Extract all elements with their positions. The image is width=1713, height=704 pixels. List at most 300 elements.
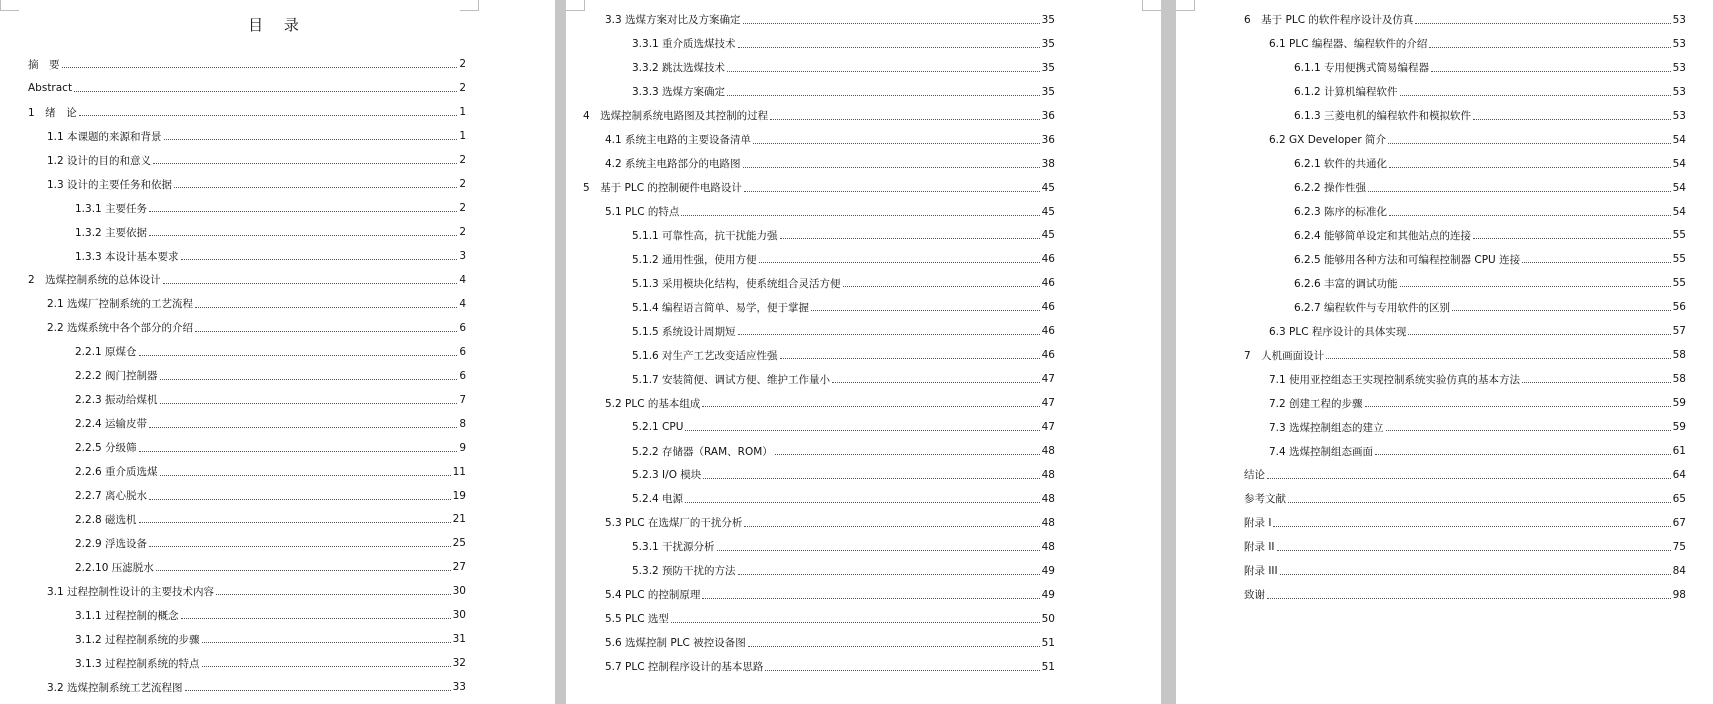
toc-entry[interactable] [28, 268, 466, 292]
toc-entry-page-number: 54 [1672, 181, 1686, 194]
toc-entry[interactable] [1294, 80, 1686, 104]
toc-leader-dots [202, 641, 451, 643]
toc-leader-dots [765, 669, 1039, 671]
toc-entry-label: 1.3.3 本设计基本要求 [75, 250, 179, 263]
toc-entry-label: 5.4 PLC 的控制原理 [605, 589, 701, 602]
toc-entry-page-number: 48 [1041, 516, 1055, 529]
toc-entry[interactable] [75, 508, 466, 532]
toc-entry-page-number: 32 [452, 657, 466, 670]
toc-entry-label: 5.3 PLC 在选煤厂的干扰分析 [605, 517, 743, 530]
toc-entry-page-number: 2 [459, 178, 466, 191]
toc-entry[interactable] [47, 675, 466, 699]
toc-entry[interactable] [632, 56, 1055, 80]
toc-entry[interactable] [632, 248, 1055, 272]
toc-entry[interactable] [1244, 463, 1686, 487]
toc-entry-label: 6.2.7 编程软件与专用软件的区别 [1294, 301, 1451, 314]
toc-leader-dots [811, 309, 1040, 311]
toc-leader-dots [149, 498, 451, 500]
toc-entry-label: 1 绪 论 [28, 106, 77, 119]
toc-entry-page-number: 47 [1041, 421, 1055, 434]
toc-entry-page-number: 53 [1672, 13, 1686, 26]
toc-entry[interactable] [605, 128, 1055, 152]
toc-leader-dots [1400, 285, 1671, 287]
toc-entry[interactable] [47, 316, 466, 340]
page-corner-mark [460, 0, 479, 11]
toc-entry-page-number: 55 [1672, 229, 1686, 242]
toc-entry-label: 6 基于 PLC 的软件程序设计及仿真 [1244, 14, 1414, 27]
toc-leader-dots [702, 405, 1039, 407]
toc-leader-dots [1365, 405, 1671, 407]
toc-entry[interactable] [75, 532, 466, 556]
toc-leader-dots [1522, 381, 1671, 383]
toc-entry-page-number: 2 [459, 226, 466, 239]
toc-entry-label: 6.2.1 软件的共通化 [1294, 158, 1388, 171]
toc-entry-page-number: 59 [1672, 421, 1686, 434]
toc-entry-page-number: 47 [1041, 373, 1055, 386]
toc-entry-page-number: 54 [1672, 157, 1686, 170]
toc-leader-dots [748, 645, 1040, 647]
toc-entry-page-number: 46 [1041, 277, 1055, 290]
toc-entry[interactable] [75, 364, 466, 388]
toc-entry-label: 7.4 选煤控制组态画面 [1269, 445, 1374, 458]
toc-entry-page-number: 48 [1041, 540, 1055, 553]
toc-leader-dots [139, 450, 458, 452]
toc-entry-label: 2.2.7 离心脱水 [75, 490, 148, 503]
toc-leader-dots [770, 118, 1039, 120]
toc-entry-label: 2.2.8 磁选机 [75, 513, 137, 526]
toc-entry-label: 6.2.3 陈序的标准化 [1294, 206, 1388, 219]
toc-entry[interactable] [605, 631, 1055, 655]
toc-entry[interactable] [1269, 128, 1686, 152]
toc-entry-page-number: 57 [1672, 325, 1686, 338]
toc-entry-label: 4.2 系统主电路部分的电路图 [605, 158, 741, 171]
toc-entry-label: 2 选煤控制系统的总体设计 [28, 274, 161, 287]
toc-entry-page-number: 51 [1041, 660, 1055, 673]
toc-entry-label: 3.1.1 过程控制的概念 [75, 609, 179, 622]
toc-entry[interactable] [1244, 511, 1686, 535]
toc-entry[interactable] [47, 124, 466, 148]
toc-entry[interactable] [605, 200, 1055, 224]
toc-leader-dots [753, 142, 1040, 144]
toc-entry[interactable] [632, 32, 1055, 56]
toc-entry-page-number: 46 [1041, 253, 1055, 266]
toc-entry[interactable] [28, 76, 466, 100]
toc-leader-dots [1389, 166, 1671, 168]
toc-entry-page-number: 50 [1041, 612, 1055, 625]
toc-entry[interactable] [1244, 487, 1686, 511]
toc-leader-dots [702, 597, 1039, 599]
toc-entry[interactable] [75, 555, 466, 579]
toc-entry-label: 7.3 选煤控制组态的建立 [1269, 421, 1384, 434]
toc-entry-label: 5.1.4 编程语言简单、易学，便于掌握 [632, 301, 810, 314]
toc-entry-page-number: 84 [1672, 564, 1686, 577]
toc-entry[interactable] [1294, 104, 1686, 128]
toc-entry-page-number: 49 [1041, 588, 1055, 601]
toc-leader-dots [1375, 453, 1671, 455]
toc-leader-dots [1267, 477, 1671, 479]
toc-entry-label: 6.1 PLC 编程器、编程软件的介绍 [1269, 38, 1428, 51]
toc-entry-label: 2.1 选煤厂控制系统的工艺流程 [47, 298, 194, 311]
toc-entry[interactable] [583, 104, 1055, 128]
toc-entry-page-number: 4 [459, 273, 466, 286]
toc-leader-dots [1415, 22, 1670, 24]
toc-entry-page-number: 35 [1041, 37, 1055, 50]
toc-entry-label: 3.1.2 过程控制系统的步骤 [75, 633, 200, 646]
toc-leader-dots [671, 621, 1040, 623]
toc-entry-page-number: 46 [1041, 301, 1055, 314]
toc-entry-page-number: 4 [459, 297, 466, 310]
toc-leader-dots [738, 46, 1040, 48]
toc-entry[interactable] [1269, 391, 1686, 415]
page-corner-mark [1176, 0, 1195, 11]
toc-entry[interactable] [75, 651, 466, 675]
toc-entry-label: 3.3.2 跳汰选煤技术 [632, 62, 726, 75]
toc-entry[interactable] [1269, 415, 1686, 439]
toc-entry-label: 7.1 使用亚控组态王实现控制系统实验仿真的基本方法 [1269, 373, 1521, 386]
toc-entry-label: 4.1 系统主电路的主要设备清单 [605, 134, 752, 147]
toc-entry-page-number: 53 [1672, 37, 1686, 50]
toc-entry-label: 5.7 PLC 控制程序设计的基本思路 [605, 661, 764, 674]
toc-leader-dots [195, 306, 457, 308]
toc-leader-dots [1522, 261, 1671, 263]
toc-entry-page-number: 8 [459, 417, 466, 430]
toc-entry-label: 摘 要 [28, 58, 60, 71]
toc-entry[interactable] [1244, 343, 1686, 367]
toc-leader-dots [185, 689, 451, 691]
toc-entry-label: 5.1 PLC 的特点 [605, 206, 680, 219]
toc-entry[interactable] [605, 152, 1055, 176]
toc-leader-dots [1267, 597, 1671, 599]
toc-entry-page-number: 6 [459, 321, 466, 334]
toc-entry-page-number: 27 [452, 561, 466, 574]
toc-entry[interactable] [47, 172, 466, 196]
toc-entry-label: 2.2.3 振动给煤机 [75, 394, 158, 407]
toc-entry[interactable] [632, 463, 1055, 487]
toc-entry-page-number: 48 [1041, 445, 1055, 458]
toc-entry-label: 2.2.4 运输皮带 [75, 418, 148, 431]
toc-entry-page-number: 1 [459, 130, 466, 143]
toc-entry-label: 3.1.3 过程控制系统的特点 [75, 657, 200, 670]
toc-leader-dots [1273, 525, 1670, 527]
toc-entry[interactable] [632, 80, 1055, 104]
toc-entry[interactable] [1294, 271, 1686, 295]
toc-entry[interactable] [632, 271, 1055, 295]
toc-entry-page-number: 36 [1041, 109, 1055, 122]
toc-entry-label: 6.1.3 三菱电机的编程软件和模拟软件 [1294, 110, 1472, 123]
toc-leader-dots [681, 214, 1039, 216]
toc-entry[interactable] [47, 292, 466, 316]
toc-entry-page-number: 45 [1041, 229, 1055, 242]
toc-entry[interactable] [605, 607, 1055, 631]
toc-entry-label: 5.1.6 对生产工艺改变适应性强 [632, 349, 778, 362]
toc-title: 目 录 [248, 16, 307, 34]
toc-entry-page-number: 98 [1672, 588, 1686, 601]
toc-entry-label: 5.2 PLC 的基本组成 [605, 397, 701, 410]
toc-entry-page-number: 35 [1041, 85, 1055, 98]
toc-entry-page-number: 35 [1041, 61, 1055, 74]
toc-leader-dots [1368, 190, 1671, 192]
toc-entry-label: 5.1.5 系统设计周期短 [632, 325, 736, 338]
toc-leader-dots [164, 138, 458, 140]
toc-leader-dots [738, 573, 1040, 575]
toc-leader-dots [717, 549, 1040, 551]
toc-leader-dots [843, 285, 1040, 287]
toc-entry-page-number: 45 [1041, 205, 1055, 218]
toc-leader-dots [727, 70, 1040, 72]
toc-leader-dots [1386, 429, 1671, 431]
toc-entry[interactable] [632, 559, 1055, 583]
toc-entry-page-number: 67 [1672, 516, 1686, 529]
toc-entry-page-number: 53 [1672, 109, 1686, 122]
toc-leader-dots [149, 426, 457, 428]
toc-leader-dots [216, 593, 451, 595]
toc-leader-dots [727, 94, 1040, 96]
toc-entry[interactable] [1269, 439, 1686, 463]
toc-entry[interactable] [632, 224, 1055, 248]
toc-entry-page-number: 30 [452, 585, 466, 598]
toc-entry-page-number: 48 [1041, 468, 1055, 481]
toc-entry[interactable] [632, 367, 1055, 391]
toc-entry[interactable] [632, 319, 1055, 343]
toc-entry-label: 5.3.1 干扰源分析 [632, 541, 715, 554]
toc-leader-dots [1326, 357, 1670, 359]
toc-entry-page-number: 64 [1672, 468, 1686, 481]
page-corner-mark [0, 0, 19, 11]
toc-entry-page-number: 6 [459, 369, 466, 382]
toc-entry[interactable] [75, 412, 466, 436]
toc-entry[interactable] [28, 100, 466, 124]
toc-entry-label: 3.3.1 重介质选煤技术 [632, 38, 736, 51]
toc-entry[interactable] [632, 295, 1055, 319]
toc-entry[interactable] [605, 583, 1055, 607]
toc-leader-dots [685, 429, 1039, 431]
toc-leader-dots [1473, 237, 1671, 239]
toc-entry-page-number: 19 [452, 489, 466, 502]
toc-entry-page-number: 46 [1041, 349, 1055, 362]
toc-entry-page-number: 53 [1672, 85, 1686, 98]
toc-entry[interactable] [1269, 367, 1686, 391]
toc-leader-dots [149, 210, 457, 212]
toc-entry-label: 3.2 选煤控制系统工艺流程图 [47, 681, 183, 694]
toc-entry[interactable] [75, 196, 466, 220]
toc-entry[interactable] [47, 148, 466, 172]
toc-entry-label: 附录 II [1244, 541, 1275, 554]
toc-entry-page-number: 38 [1041, 157, 1055, 170]
toc-entry-page-number: 75 [1672, 540, 1686, 553]
toc-entry-page-number: 9 [459, 441, 466, 454]
toc-leader-dots [1280, 573, 1671, 575]
toc-entry[interactable] [1294, 295, 1686, 319]
toc-entry-page-number: 56 [1672, 301, 1686, 314]
toc-entry-label: 附录 I [1244, 517, 1272, 530]
toc-entry[interactable] [75, 436, 466, 460]
toc-entry-page-number: 21 [452, 513, 466, 526]
toc-entry[interactable] [605, 511, 1055, 535]
toc-entry-page-number: 2 [459, 58, 466, 71]
toc-entry[interactable] [28, 53, 466, 77]
toc-entry-label: 2.2.9 浮选设备 [75, 537, 148, 550]
toc-leader-dots [780, 237, 1040, 239]
toc-entry-label: 5.1.7 安装简便、调试方便、维护工作量小 [632, 373, 831, 386]
toc-entry-label: 6.1.2 计算机编程软件 [1294, 86, 1398, 99]
toc-leader-dots [195, 330, 457, 332]
toc-leader-dots [1288, 501, 1671, 503]
toc-entry-label: 2.2.6 重介质选煤 [75, 466, 158, 479]
toc-entry-label: 2.2.1 原煤仓 [75, 346, 137, 359]
toc-entry-label: 5.2.1 CPU [632, 421, 684, 434]
toc-entry-label: 1.3.1 主要任务 [75, 202, 148, 215]
toc-entry[interactable] [632, 439, 1055, 463]
toc-entry-label: 2.2.10 压滤脱水 [75, 561, 154, 574]
toc-entry-label: 6.2.5 能够用各种方法和可编程控制器 CPU 连接 [1294, 253, 1521, 266]
toc-leader-dots [156, 569, 451, 571]
toc-page-1 [0, 0, 555, 704]
toc-entry[interactable] [75, 388, 466, 412]
toc-entry-label: 3.3.3 选煤方案确定 [632, 86, 726, 99]
toc-entry[interactable] [75, 484, 466, 508]
toc-leader-dots [759, 261, 1040, 263]
toc-entry-label: 参考文献 [1244, 493, 1286, 506]
toc-entry[interactable] [75, 220, 466, 244]
toc-leader-dots [1431, 70, 1671, 72]
toc-entry[interactable] [1294, 200, 1686, 224]
toc-entry-page-number: 55 [1672, 277, 1686, 290]
toc-entry[interactable] [75, 603, 466, 627]
toc-entry[interactable] [47, 579, 466, 603]
toc-entry[interactable] [1269, 32, 1686, 56]
toc-entry-label: 5.1.3 采用模块化结构，使系统组合灵活方便 [632, 277, 841, 290]
toc-entry-label: 1.1 本课题的来源和背景 [47, 130, 162, 143]
toc-entry[interactable] [1244, 583, 1686, 607]
toc-entry[interactable] [632, 343, 1055, 367]
toc-entry-label: 附录 III [1244, 565, 1278, 578]
toc-entry[interactable] [1294, 248, 1686, 272]
toc-entry[interactable] [75, 244, 466, 268]
toc-entry-label: 5.2.3 I/O 模块 [632, 469, 702, 482]
toc-entry[interactable] [1269, 319, 1686, 343]
toc-entry-label: 2.2.2 阀门控制器 [75, 370, 158, 383]
toc-leader-dots [743, 22, 1040, 24]
toc-entry-label: 5.2.2 存储器（RAM、ROM） [632, 445, 773, 458]
toc-entry[interactable] [1244, 8, 1686, 32]
toc-leader-dots [163, 282, 458, 284]
toc-leader-dots [74, 90, 457, 92]
toc-entry[interactable] [1294, 224, 1686, 248]
toc-entry-label: 7 人机画面设计 [1244, 349, 1325, 362]
toc-entry-label: 6.2.6 丰富的调试功能 [1294, 277, 1398, 290]
toc-entry-page-number: 3 [459, 250, 466, 263]
toc-entry-label: 5.1.2 通用性强，使用方便 [632, 253, 757, 266]
toc-entry-label: Abstract [28, 82, 73, 95]
toc-entry-page-number: 55 [1672, 253, 1686, 266]
toc-entry[interactable] [75, 460, 466, 484]
toc-entry[interactable] [1244, 535, 1686, 559]
toc-entry[interactable] [75, 627, 466, 651]
toc-entry-page-number: 1 [459, 106, 466, 119]
toc-leader-dots [160, 474, 451, 476]
toc-entry-page-number: 58 [1672, 373, 1686, 386]
toc-leader-dots [685, 501, 1040, 503]
toc-leader-dots [744, 525, 1039, 527]
toc-entry-label: 6.1.1 专用便携式简易编程器 [1294, 62, 1430, 75]
toc-entry-label: 6.2.2 操作性强 [1294, 182, 1367, 195]
toc-leader-dots [62, 66, 458, 68]
toc-entry-label: 6.2.4 能够简单设定和其他站点的连接 [1294, 229, 1472, 242]
toc-entry-label: 6.3 PLC 程序设计的具体实现 [1269, 325, 1407, 338]
toc-entry-page-number: 33 [452, 681, 466, 694]
toc-entry[interactable] [632, 535, 1055, 559]
toc-entry[interactable] [1294, 56, 1686, 80]
toc-leader-dots [153, 162, 457, 164]
toc-entry-label: 5.2.4 电源 [632, 493, 684, 506]
toc-leader-dots [1388, 142, 1671, 144]
toc-leader-dots [181, 258, 458, 260]
toc-entry[interactable] [605, 655, 1055, 679]
page-corner-mark [566, 0, 585, 11]
toc-entry[interactable] [75, 340, 466, 364]
toc-entry[interactable] [605, 391, 1055, 415]
toc-entry-label: 致谢 [1244, 589, 1265, 602]
toc-entry-label: 6.2 GX Developer 简介 [1269, 134, 1387, 147]
toc-entry-page-number: 2 [459, 82, 466, 95]
toc-entry-label: 2.2 选煤系统中各个部分的介绍 [47, 322, 194, 335]
toc-leader-dots [181, 617, 451, 619]
toc-entry[interactable] [1244, 559, 1686, 583]
toc-leader-dots [139, 354, 458, 356]
toc-entry-label: 4 选煤控制系统电路图及其控制的过程 [583, 110, 769, 123]
toc-entry-page-number: 25 [452, 537, 466, 550]
toc-leader-dots [202, 665, 451, 667]
toc-entry-page-number: 51 [1041, 636, 1055, 649]
toc-leader-dots [738, 333, 1040, 335]
toc-leader-dots [1452, 309, 1671, 311]
toc-entry-page-number: 7 [459, 393, 466, 406]
toc-entry-label: 3.1 过程控制性设计的主要技术内容 [47, 585, 215, 598]
toc-entry-page-number: 31 [452, 633, 466, 646]
toc-leader-dots [1429, 46, 1670, 48]
toc-leader-dots [1408, 333, 1670, 335]
toc-leader-dots [139, 521, 451, 523]
page-corner-mark [1142, 0, 1161, 11]
toc-entry[interactable] [583, 176, 1055, 200]
toc-entry[interactable] [632, 487, 1055, 511]
toc-entry-page-number: 61 [1672, 445, 1686, 458]
toc-entry-label: 5 基于 PLC 的控制硬件电路设计 [583, 182, 742, 195]
toc-leader-dots [79, 114, 458, 116]
toc-entry-label: 3.3 选煤方案对比及方案确定 [605, 14, 741, 27]
toc-leader-dots [1473, 118, 1671, 120]
toc-entry-page-number: 47 [1041, 397, 1055, 410]
toc-page-2 [566, 0, 1161, 704]
toc-entry[interactable] [1294, 176, 1686, 200]
toc-entry-page-number: 49 [1041, 564, 1055, 577]
toc-entry[interactable] [632, 415, 1055, 439]
toc-leader-dots [775, 453, 1040, 455]
toc-entry-page-number: 30 [452, 609, 466, 622]
toc-leader-dots [743, 166, 1040, 168]
toc-entry[interactable] [605, 8, 1055, 32]
toc-entry-label: 5.5 PLC 选型 [605, 613, 669, 626]
toc-entry-page-number: 36 [1041, 133, 1055, 146]
toc-leader-dots [744, 190, 1040, 192]
toc-entry-label: 5.3.2 预防干扰的方法 [632, 565, 736, 578]
toc-entry-page-number: 54 [1672, 133, 1686, 146]
toc-leader-dots [832, 381, 1040, 383]
toc-leader-dots [149, 234, 457, 236]
toc-entry[interactable] [1294, 152, 1686, 176]
toc-leader-dots [149, 545, 451, 547]
toc-leader-dots [1277, 549, 1671, 551]
